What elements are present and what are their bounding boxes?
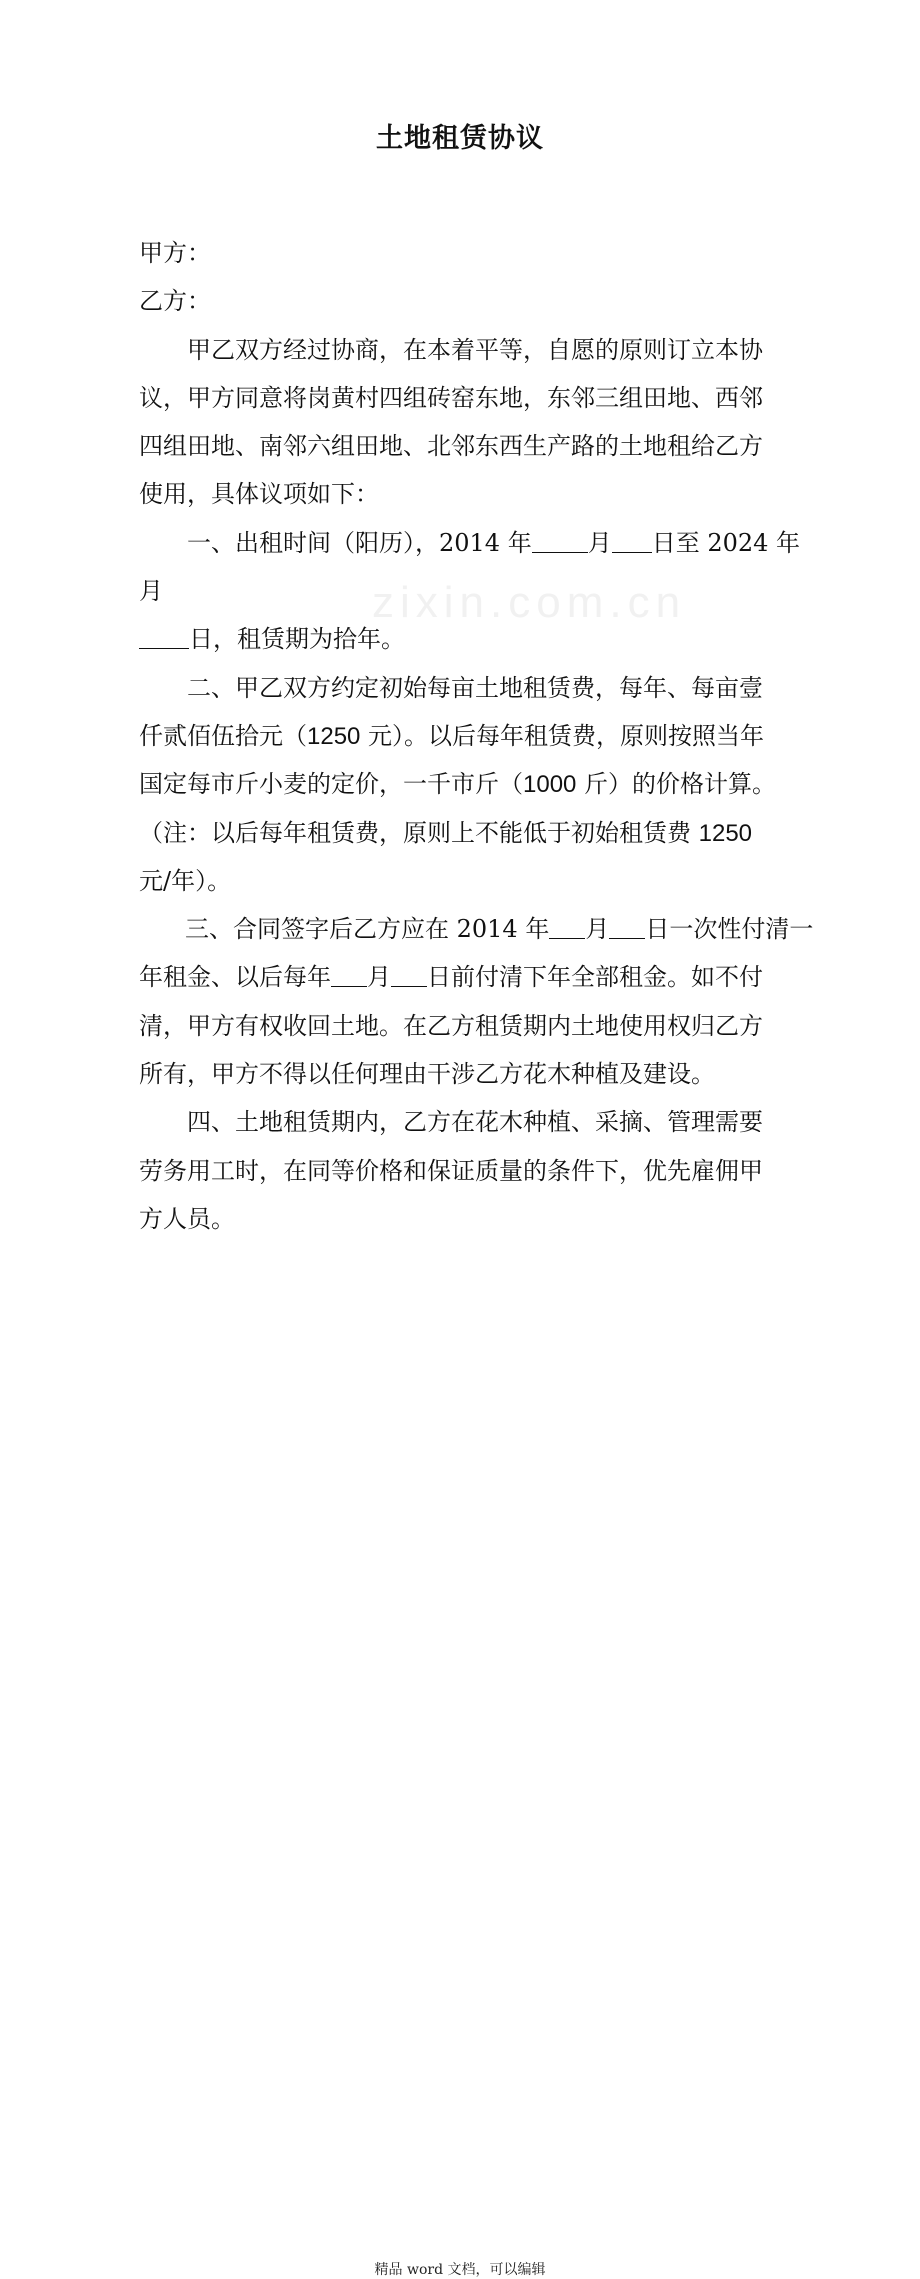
clause-3-text: 月 <box>367 963 391 992</box>
clause-1-text-b: 月 <box>587 528 612 557</box>
clause-3-text: 日一次性付清一 <box>645 915 814 944</box>
min-rent-amount: 1250 <box>698 819 753 847</box>
clause-3-text: 月 <box>585 915 610 944</box>
clause-3-line-1 <box>139 905 814 953</box>
annual-month-blank <box>331 962 367 987</box>
intro-line-3: 四组田地、南邻六组田地、北邻东西生产路的土地租给乙方 <box>139 432 763 461</box>
day-blank <box>612 528 652 553</box>
clause-2-line-3 <box>139 760 781 808</box>
clause-3-text: 年租金、以后每年 <box>139 963 331 992</box>
clause-1-line-2: 月 <box>139 577 163 606</box>
clause-1-text-end: 日，租赁期为拾年。 <box>189 625 405 654</box>
intro-line-4: 使用，具体议项如下： <box>139 480 379 509</box>
clause-4-line-2: 劳务用工时，在同等价格和保证质量的条件下，优先雇佣甲 <box>139 1156 763 1185</box>
agreement-body <box>139 229 814 1243</box>
intro-line-2: 议，甲方同意将岗黄村四组砖窑东地，东邻三组田地、西邻 <box>139 383 763 412</box>
clause-2-line-5: 元/年）。 <box>139 866 232 895</box>
month-blank <box>532 528 588 553</box>
clause-2-text: 国定每市斤小麦的定价，一千市斤（ <box>139 770 523 799</box>
clause-1-line-3 <box>139 615 781 663</box>
clause-3-text: 三、合同签字后乙方应在 2014 年 <box>185 915 550 944</box>
clause-1-line-1 <box>139 519 801 567</box>
end-day-blank <box>139 624 189 649</box>
intro-line-1: 甲乙双方经过协商，在本着平等，自愿的原则订立本协 <box>187 335 763 364</box>
rent-amount: 1250 <box>307 722 361 750</box>
clause-3-text: 日前付清下年全部租金。如不付 <box>427 963 763 992</box>
clause-4-line-3: 方人员。 <box>139 1204 235 1233</box>
clause-4-line-1: 四、土地租赁期内，乙方在花木种植、采摘、管理需要 <box>187 1108 763 1137</box>
clause-2-text: 仟贰佰伍拾元（ <box>139 721 307 750</box>
party-a-line: 甲方： <box>139 239 211 267</box>
clause-2-text: 元）。以后每年租赁费，原则按照当年 <box>360 721 765 750</box>
clause-2-line-1: 二、甲乙双方约定初始每亩土地租赁费，每年、每亩壹 <box>187 673 763 702</box>
clause-3-line-4: 所有，甲方不得以任何理由干涉乙方花木种植及建设。 <box>139 1060 715 1089</box>
clause-2-line-4 <box>139 809 781 857</box>
document-title: 土地租赁协议 <box>376 123 544 154</box>
clause-2-line-2 <box>139 712 781 760</box>
clause-2-note: （注：以后每年租赁费，原则上不能低于初始租赁费 <box>139 818 699 847</box>
annual-day-blank <box>391 962 427 987</box>
wheat-amount: 1000 <box>523 771 577 799</box>
clause-2-text: 斤）的价格计算。 <box>576 770 777 799</box>
clause-1-text-c: 日至 2024 年 <box>651 528 801 557</box>
clause-1-text-a: 一、出租时间（阳历），2014 年 <box>187 528 532 557</box>
page-footer: 精品 word 文档，可以编辑 <box>374 2262 546 2279</box>
clause-3-line-3: 清，甲方有权收回土地。在乙方租赁期内土地使用权归乙方 <box>139 1011 763 1040</box>
pay-month-blank <box>549 914 585 939</box>
pay-day-blank <box>609 914 645 939</box>
party-b-line: 乙方： <box>139 287 211 316</box>
watermark-text: zixin.com.cn <box>372 578 687 627</box>
clause-3-line-2 <box>139 953 781 1001</box>
